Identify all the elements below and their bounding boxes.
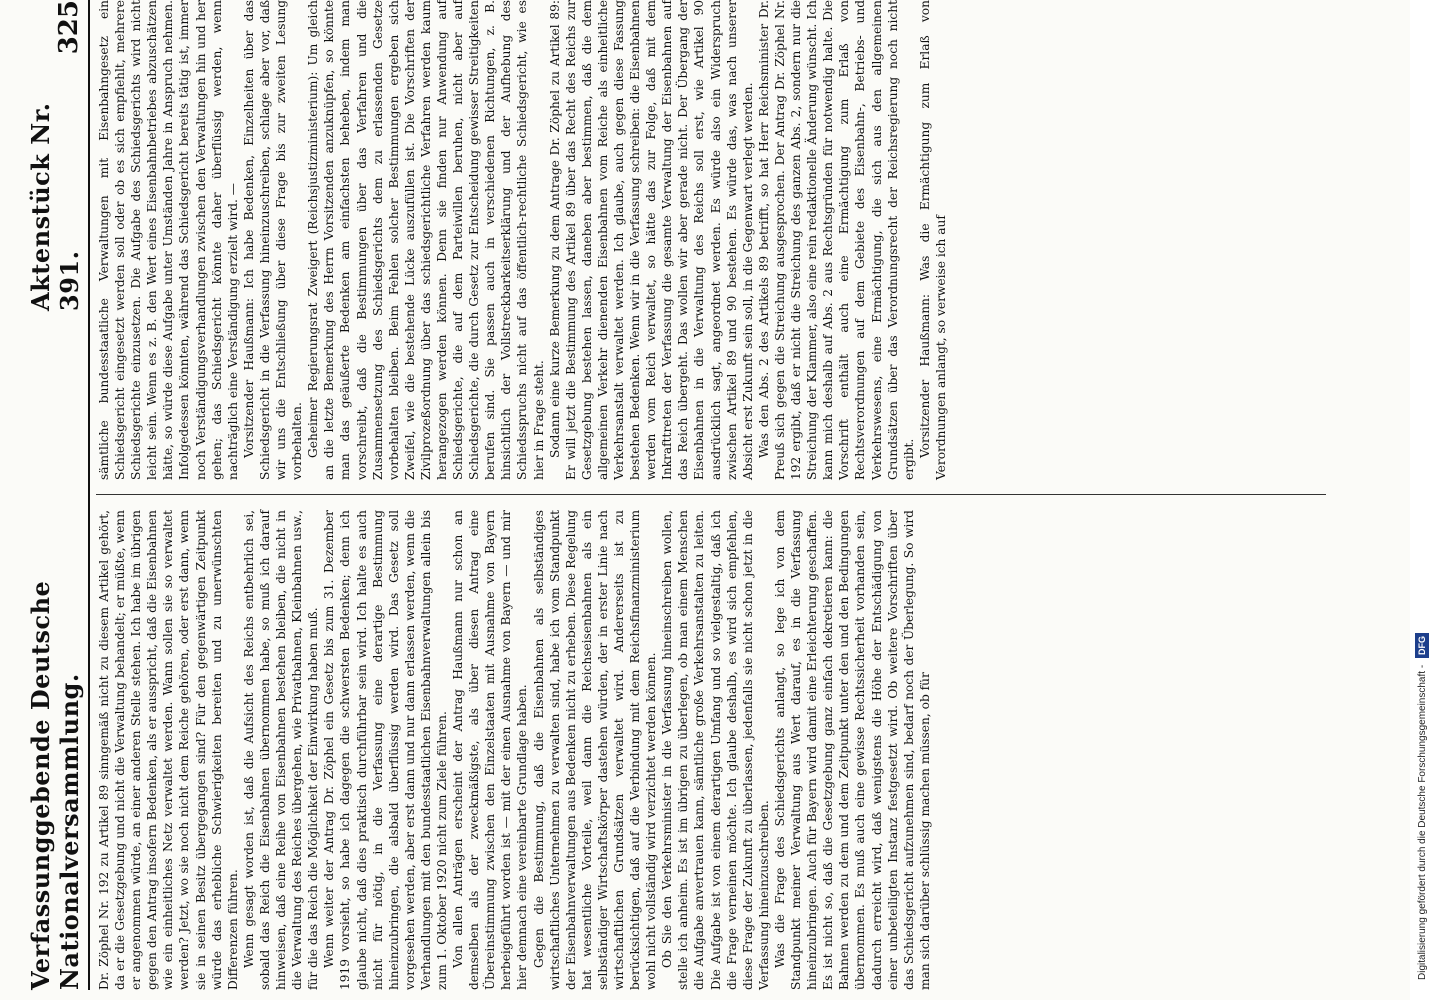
rotated-page-content <box>26 0 1330 990</box>
paragraph: Was den Abs. 2 des Artikels 89 betrifft, so hat Herr Reichsminister Dr. Preuß sich gegen die Streichung ausgesprochen. Der Antrag Dr. Zöphel Nr. 192 ergibt, daß er nicht die Streichung des ganzen Abs. 2, sondern nur die Streichung der Klammer, also eine rein redaktionelle Änderung wünscht. Ich kann mich deshalb auf Abs. 2 aus Rechtsgründen für notwendig halte. Die Vorschrift enthält auch eine Ermächtigung zum Erlaß von Rechtsverordnungen auf dem Gebiete des Eisenbahn-, Betriebs- und Verkehrswesens, eine Ermächtigung, die sich aus den allgemeinen Grundsätzen über das Verordnungsrecht der Reichsregierung noch nicht ergibt. <box>756 0 916 480</box>
funding-notice-text: Digitalisierung gefördert durch die Deutsche Forschungsgemeinschaft - <box>1417 664 1428 980</box>
funding-notice-strip <box>1410 0 1434 1000</box>
paragraph: Wenn weiter der Antrag Dr. Zöphel ein Gesetz bis zum 31. Dezember 1919 vorsieht, so habe ich dagegen die schwersten Bedenken; denn ich glaube nicht, daß dies praktisch durchführbar sein wird. Ich halte es auch nicht für nötig, in die Verfassung eine derartige Bestimmung hineinzubringen, die alsbald überflüssig werden wird. Das Gesetz soll vorgesehen werden, aber erst dann und nur dann erlassen werden, wenn die Verhandlungen mit den bundesstaatlichen Eisenbahnverwaltungen allein bis zum 1. Oktober 1920 nicht zum Ziele führen. <box>322 510 449 990</box>
dfg-logo: DFG <box>1415 633 1429 658</box>
paragraph: Wenn gesagt worden ist, daß die Aufsicht des Reichs entbehrlich sei, sobald das Reich die Eisenbahnen übernommen habe, so muß ich darauf hinweisen, daß eine Reihe von Eisenbahnen bestehen bleiben, die nicht in die Verwaltung des Reiches übergehen, wie Privatbahnen, Kleinbahnen usw., für die das Reich die Möglichkeit der Einwirkung haben muß. <box>241 510 321 990</box>
header-rule <box>88 0 90 990</box>
paragraph: sämtliche bundesstaatliche Verwaltungen mit Eisenbahngesetz ein Schiedsgericht eingesetzt werden soll oder ob es sich empfiehlt, mehrere Schiedsgerichte einzusetzen. Die Aufgabe des Schiedsgerichts wird nicht leicht sein. Wenn es z. B. den Wert eines Eisenbahnbetriebes abzuschätzen hätte, so würde diese Aufgabe unter Umständen Jahre in Anspruch nehmen. Infolgedessen könnten, während das Schiedsgericht bereits tätig ist, immer noch Verständigungsverhandlungen zwischen den Verwaltungen hin und her gehen; das Schiedsgericht könnte daher überflüssig werden, wenn nachträglich eine Verständigung erzielt wird. — <box>97 0 240 480</box>
paragraph: Was die Frage des Schiedsgerichts anlangt, so lege ich von dem Standpunkt meiner Verwaltung aus Wert darauf, es in die Verfassung hineinzubringen. Auch für Bayern wird damit eine Erleichterung geschaffen. Es ist nicht so, daß die Gesetzgebung ganz einfach dekretieren kann: die Bahnen werden zu dem und dem Zeitpunkt unter den und den Bedingungen übernommen. Es muß auch eine gewisse Rechtssicherheit vorhanden sein, dadurch erreicht wird, daß wenigstens die Höhe der Entschädigung von einer unbeteiligten Instanz festgesetzt wird. Ob weitere Vorschriften über das Schiedsgericht aufzunehmen sind, bedarf noch der Überlegung. So wird man sich darüber schlüssig machen müssen, ob für <box>772 510 932 990</box>
paragraph: Dr. Zöphel Nr. 192 zu Artikel 89 sinngemäß nicht zu diesem Artikel gehört, da er die Gesetzgebung und nicht die Verwaltung behandelt; er müßte, wenn er angenommen würde, an einer anderen Stelle stehen. Ich habe im übrigen gegen den Antrag insofern Bedenken, als er ausspricht, daß die Eisenbahnen wie ein einheitliches Netz verwaltet werden. Wann sollen sie so verwaltet werden? Jetzt, wo sie noch nicht dem Reiche gehören, oder erst dann, wenn sie in seinen Besitz übergegangen sind? Für den gegenwärtigen Zeitpunkt würde das erhebliche Schwierigkeiten bereiten und zu unerwünschten Differenzen führen. <box>97 510 240 990</box>
page-header <box>26 0 84 990</box>
header-document-number: Aktenstück Nr. 391. <box>26 102 84 311</box>
paragraph: Vorsitzender Haußmann: Ich habe Bedenken, Einzelheiten über das Schiedsgericht in die Verfassung hineinzuschreiben, schlage aber vor, daß wir uns die Entschließung über diese Frage bis zur zweiten Lesung vorbehalten. <box>241 0 305 480</box>
text-column-left <box>96 510 933 990</box>
paragraph: Sodann eine kurze Bemerkung zu dem Antrage Dr. Zöphel zu Artikel 89: Er will jetzt die Bestimmung des Artikel 89 über das Recht des Reichs zur Gesetzgebung bestehen lassen, daneben aber bestimmen, daß die dem allgemeinen Verkehr dienenden Eisenbahnen vom Reiche als einheitliche Verkehrsanstalt verwaltet werden. Ich glaube, auch gegen diese Fassung bestehen Bedenken. Wenn wir in die Verfassung schreiben: die Eisenbahnen werden vom Reich verwaltet, so hätte das zur Folge, daß mit dem Inkrafttreten der Verfassung die gesamte Verwaltung der Eisenbahnen auf das Reich übergeht. Das wollen wir aber gerade nicht. Der Übergang der Eisenbahnen in die Verwaltung des Reichs soll erst, wie Artikel 90 ausdrücklich sagt, angeordnet werden. Es würde also ein Widerspruch zwischen Artikel 89 und 90 bestehen. Es würde das, was nach unserer Absicht erst Zukunft sein soll, in die Gegenwart verlegt werden. <box>547 0 755 480</box>
paragraph: Vorsitzender Haußmann: Was die Ermächtigung zum Erlaß von Verordnungen anlangt, so verweise ich auf <box>917 0 948 480</box>
header-title: Verfassunggebende Deutsche Nationalversammlung. <box>26 580 84 990</box>
funding-notice <box>1415 20 1430 980</box>
paragraph: Geheimer Regierungsrat Zweigert (Reichsjustizministerium): Um gleich an die letzte Bemerkung des Herrn Vorsitzenden anzuknüpfen, so könnte man das geäußerte Bedenken am einfachsten beheben, indem man vorschreibt, daß die Bestimmungen über das Verfahren und die Zusammensetzung des Schiedsgerichts dem zu erlassenden Gesetze vorbehalten bleiben. Beim Fehlen solcher Bestimmungen ergeben sich Zweifel, wie die bestehende Lücke auszufüllen ist. Die Vorschriften der Zivilprozeßordnung über das schiedsgerichtliche Verfahren werden kaum herangezogen werden können. Denn sie finden nur Anwendung auf Schiedsgerichte, die auf dem Parteiwillen beruhen, nicht aber auf Schiedsgerichte, die durch Gesetz zur Entscheidung gewisser Streitigkeiten berufen sind. Sie passen auch in verschiedenen Richtungen, z. B. hinsichtlich der Vollstreckbarkeitserklärung und der Aufhebung des Schiedsspruchs nicht auf das öffentlich-rechtliche Schiedsgericht, wie es hier in Frage steht. <box>306 0 546 480</box>
page-number: 325 <box>54 0 84 55</box>
paragraph: Gegen die Bestimmung, daß die Eisenbahnen als selbständiges wirtschaftliches Unternehmen zu verwalten sind, habe ich vom Standpunkt der Eisenbahnverwaltungen aus Bedenken nicht zu erheben. Diese Regelung hat wesentliche Vorteile, weil dann die Reichseisenbahnen als ein selbständiger Wirtschaftskörper dastehen würden, der in erster Linie nach wirtschaftlichen Grundsätzen verwaltet wird. Andererseits ist zu berücksichtigen, daß auf die Verbindung mit dem Reichsfinanzministerium wohl nicht vollständig wird verzichtet werden können. <box>531 510 659 990</box>
paragraph: Ob Sie den Verkehrsminister in die Verfassung hineinschreiben wollen, stelle ich anheim. Es ist im übrigen zu überlegen, ob man einem Menschen die Aufgabe anvertrauen kann, sämtliche große Verkehrsanstalten zu leiten. Die Aufgabe ist von einem derartigen Umfang und so vielgestaltig, daß ich die Frage verneinen möchte. Ich glaube deshalb, es wird sich empfehlen, diese Frage der Zukunft zu überlassen, jedenfalls sie nicht schon jetzt in die Verfassung hineinzuschreiben. <box>660 510 771 990</box>
paragraph: Von allen Anträgen erscheint der Antrag Haußmann nur schon an demselben als der zweckmäßigste, als über diesen Antrag eine Übereinstimmung zwischen den Einzelstaaten mit Ausnahme von Bayern herbeigeführt worden ist — mit der einen Ausnahme von Bayern — und mir hier demnach eine vereinbarte Grundlage haben. <box>451 510 530 990</box>
column-divider <box>96 494 1326 495</box>
text-column-right <box>96 0 949 480</box>
